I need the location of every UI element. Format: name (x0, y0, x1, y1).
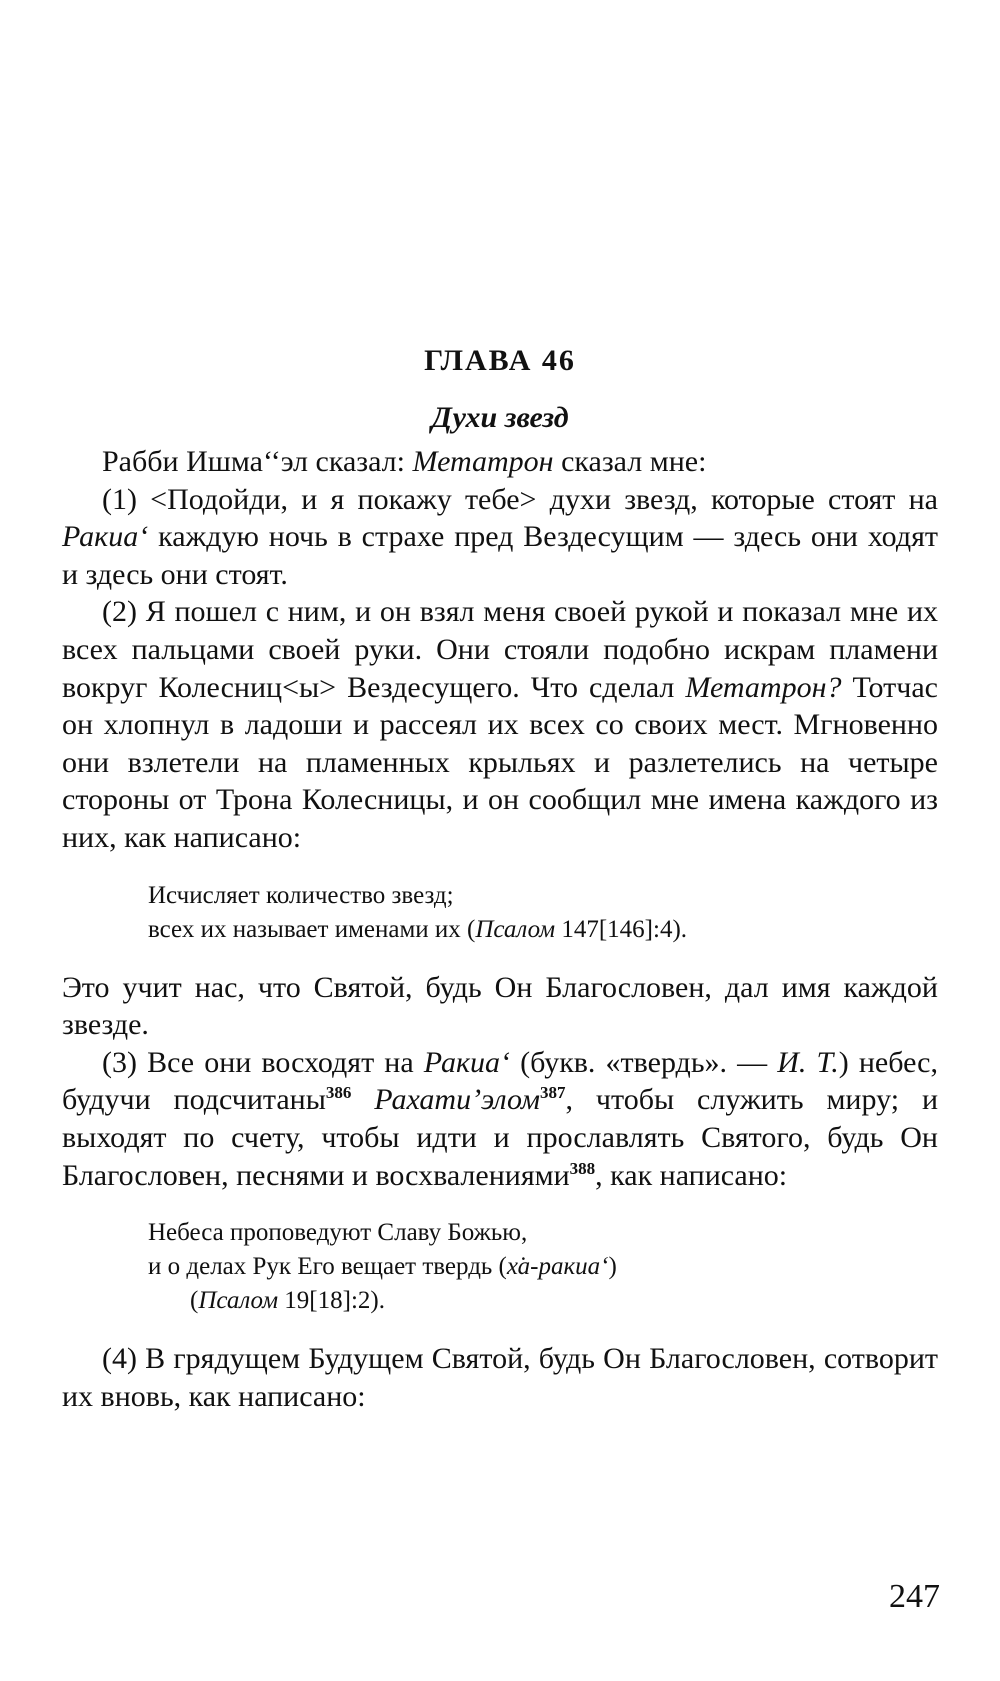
text-span: 147[146]:4). (555, 915, 688, 943)
name-metatron: Метатрон? (685, 670, 842, 704)
chapter-heading: ГЛАВА 46 (424, 344, 576, 377)
paragraph-intro (62, 443, 938, 481)
chapter-subtitle: Духи звезд (431, 401, 569, 434)
text-span: Рабби Ишма‘‘эл сказал: (102, 445, 413, 478)
text-span: сказал мне: (553, 445, 707, 478)
text-span: , как написано: (595, 1158, 788, 1192)
text-span: Тотчас он хлопнул в ладоши и рассеял их всех со своих мест. Мгновенно они взлетели на пламенных крыльях и разлетелись на четыре стороны от Трона Колесницы, и он сообщил мне имена каждого из них, как написано: (62, 670, 938, 854)
body-text (62, 443, 938, 1415)
quote-line (148, 1250, 938, 1284)
quote-line: Исчисляет количество звезд; (148, 881, 454, 909)
paragraph-2 (62, 593, 938, 856)
page-number: 247 (889, 1578, 940, 1615)
quote-psalm-19 (148, 1216, 938, 1318)
paragraph-4: (4) В грядущем Будущем Святой, будь Он Благословен, сотворит их вновь, как написано: (62, 1342, 938, 1413)
term-rakia: Ракиа‘ (62, 520, 149, 554)
text-span: (1) <Подойди, и я покажу тебе> духи звезд, которые стоят на (102, 482, 938, 516)
term-ha-rakia: х̇а-ракиа‘ (506, 1253, 609, 1281)
text-span: (3) Все они восходят на (102, 1045, 424, 1079)
footnote-ref[interactable]: 386 (325, 1083, 352, 1103)
text-span: каждую ночь в страхе пред Вездесущим — здесь они ходят и здесь они стоят. (62, 520, 938, 591)
text-span: и о делах Рук Его вещает твердь ( (148, 1253, 507, 1281)
citation-book: Псалом (475, 915, 556, 943)
text-span: , чтобы служить миру; и выходят по счету, чтобы идти и прославлять Святого, будь Он Благословен, песнями и восхвалениями (62, 1083, 939, 1192)
text-span: ) (608, 1253, 617, 1281)
text-span: ) небес, будучи подсчитаны (62, 1045, 938, 1117)
text-span: всех их называет именами их ( (148, 915, 476, 943)
text-span: (2) Я пошел с ним, и он взял меня своей рукой и показал мне их всех пальцами своей руки. Они стояли подобно искрам пламени вокруг Колесниц<ы> Вездесущего. Что сделал (62, 595, 938, 704)
text-span: ( (190, 1287, 199, 1315)
name-metatron: Метатрон (412, 445, 554, 478)
text-span: (букв. «твердь». — (509, 1045, 778, 1079)
footnote-ref[interactable]: 388 (569, 1158, 596, 1178)
quote-line: Небеса проповедуют Славу Божью, (148, 1219, 528, 1247)
term-rakia: Ракиа‘ (423, 1045, 510, 1079)
quote-line (148, 1284, 938, 1318)
name-rahatiel: Рахати’элом (374, 1083, 540, 1117)
paragraph-3 (62, 1044, 938, 1194)
paragraph-2b: Это учит нас, что Святой, будь Он Благословен, дал имя каждой звезде. (62, 970, 938, 1042)
text-span (351, 1083, 374, 1116)
paragraph-1 (62, 481, 938, 594)
text-span: 19[18]:2). (278, 1287, 385, 1315)
footnote-ref[interactable]: 387 (540, 1083, 566, 1103)
citation-book: Псалом (198, 1287, 279, 1315)
quote-line (148, 913, 938, 947)
quote-psalm-147 (148, 879, 938, 947)
translator-initials: И. Т. (777, 1045, 839, 1079)
